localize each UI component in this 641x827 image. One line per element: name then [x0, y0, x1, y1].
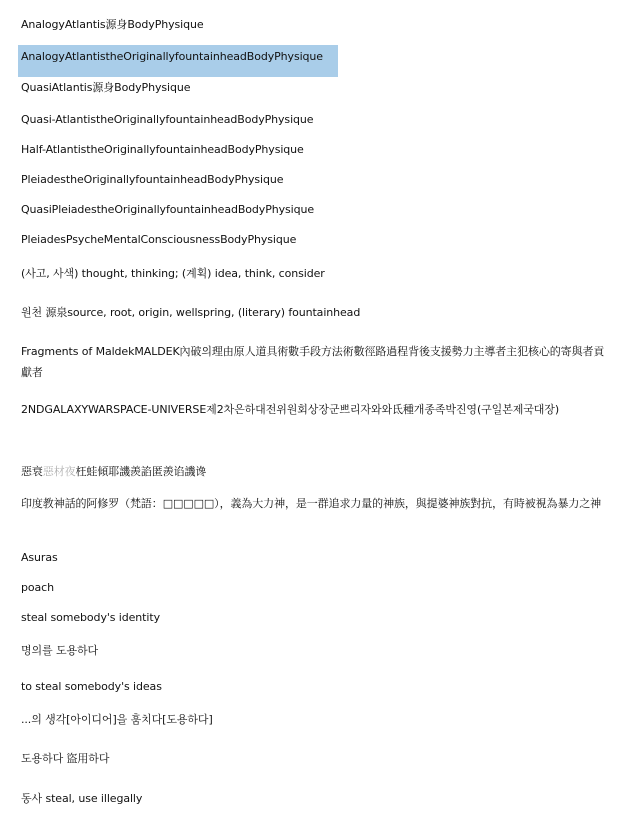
text-line: Half-AtlantistheOriginallyfountainheadBodyPhysique: [21, 143, 304, 156]
text-paragraph: 印度教神話的阿修罗（梵語：□□□□□），義為大力神，是一群追求力量的神族，與提婆神族對抗，有時被視為暴力之神: [21, 497, 602, 510]
text-line-selected[interactable]: AnalogyAtlantistheOriginallyfountainheadBodyPhysique: [21, 50, 323, 63]
text-line: [21, 465, 206, 479]
text-line: (사고, 사색) thought, thinking; (계획) idea, think, consider: [21, 267, 325, 280]
text-span: 枉蛙傾耶譏羨諂匿羨谄譏谗: [75, 465, 207, 478]
text-line: 동사 steal, use illegally: [21, 792, 143, 805]
text-line: AnalogyAtlantis源身BodyPhysique: [21, 18, 204, 31]
text-paragraph: Fragments of MaldekMALDEK內破의理由原人道具術數手段方法術數徑路過程背後支援勢力主導者主犯核心的寄與者貢獻者: [21, 345, 605, 379]
text-span: 惡衰: [21, 465, 43, 478]
text-line: PleiadestheOriginallyfountainheadBodyPhysique: [21, 173, 284, 186]
text-line: PleiadesPsycheMentalConsciousnessBodyPhysique: [21, 233, 297, 246]
text-line: ...의 생각[아이디어]을 훔치다[도용하다]: [21, 713, 213, 726]
text-line: Asuras: [21, 551, 58, 564]
text-span-faded: 惡材夜: [42, 465, 76, 478]
text-line: steal somebody's identity: [21, 611, 160, 624]
text-paragraph: 2NDGALAXYWARSPACE-UNIVERSE제2차은하대전위원회상장군쁘리자와와氐種개종족박진영(구일본제국대장): [21, 403, 560, 416]
text-line: QuasiPleiadestheOriginallyfountainheadBodyPhysique: [21, 203, 315, 216]
text-line: 도용하다 盜用하다: [21, 752, 110, 765]
text-line: poach: [21, 581, 54, 594]
text-line: 원천 源泉source, root, origin, wellspring, (literary) fountainhead: [21, 306, 361, 319]
text-line: 명의를 도용하다: [21, 644, 99, 657]
text-line: QuasiAtlantis源身BodyPhysique: [21, 81, 191, 94]
text-line: Quasi-AtlantistheOriginallyfountainheadBodyPhysique: [21, 113, 314, 126]
text-line: to steal somebody's ideas: [21, 680, 162, 693]
